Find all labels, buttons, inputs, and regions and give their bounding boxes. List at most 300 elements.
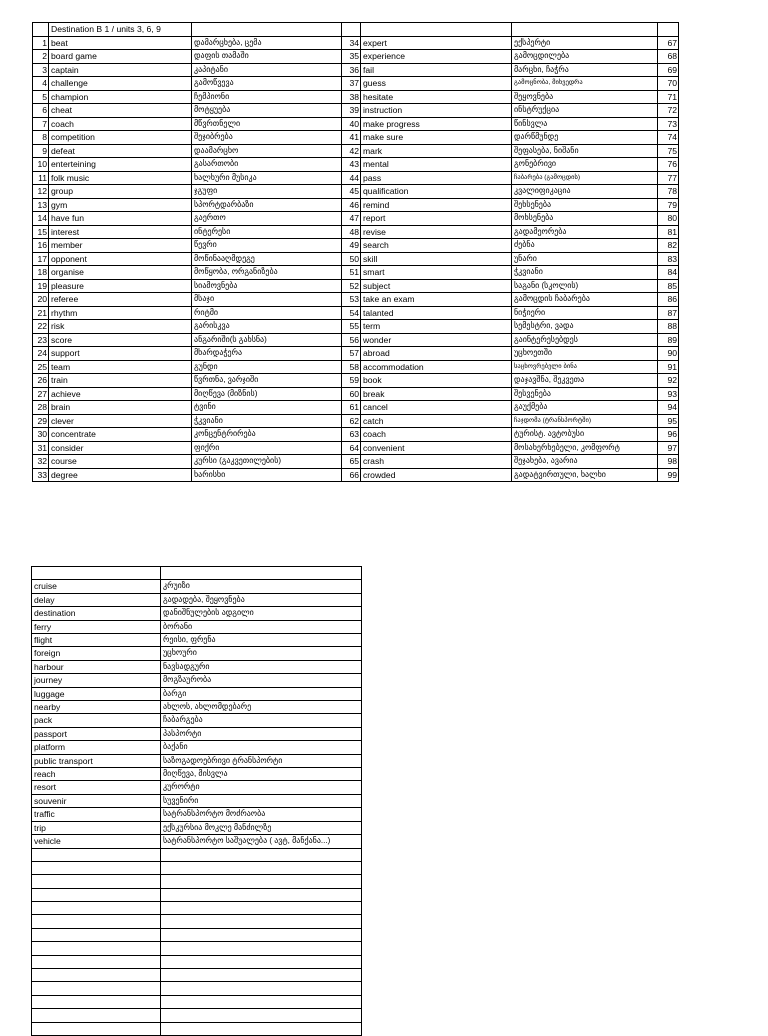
row-number: 15 [33,225,49,239]
row-number: 98 [658,455,679,469]
english-word: achieve [49,387,192,401]
georgian-translation: უცხოეთში [512,347,658,361]
row-number: 68 [658,50,679,64]
georgian-translation [161,1009,362,1022]
row-number: 55 [342,320,361,334]
georgian-translation [161,995,362,1008]
georgian-translation [161,955,362,968]
english-word: accommodation [361,360,512,374]
english-word: coach [49,117,192,131]
table-row [32,969,362,982]
row-number: 4 [33,77,49,91]
table-row [33,333,679,347]
table-row [32,1022,362,1035]
row-number: 80 [658,212,679,226]
row-number: 38 [342,90,361,104]
row-number: 63 [342,428,361,442]
row-number: 60 [342,387,361,401]
row-number: 34 [342,36,361,50]
georgian-translation: ბორანი [161,620,362,633]
georgian-translation: ხარისხი [192,468,342,482]
table-row [32,835,362,848]
english-word: experience [361,50,512,64]
georgian-translation: სატრანსპორტო საშუალება ( ავტ, მანქანა...) [161,835,362,848]
georgian-translation: სუვენირი [161,794,362,807]
row-number: 66 [342,468,361,482]
row-number: 47 [342,212,361,226]
english-word: skill [361,252,512,266]
georgian-translation: გარისკვა [192,320,342,334]
english-word: mental [361,158,512,172]
table-row [32,741,362,754]
row-number: 76 [658,158,679,172]
english-word: fail [361,63,512,77]
table-row [33,77,679,91]
english-word: support [49,347,192,361]
georgian-translation: გასართობი [192,158,342,172]
english-word: wonder [361,333,512,347]
row-number: 16 [33,239,49,253]
georgian-translation: კონცენტრირება [192,428,342,442]
georgian-translation: ხალხური მუსიკა [192,171,342,185]
row-number: 40 [342,117,361,131]
english-word: degree [49,468,192,482]
row-number: 77 [658,171,679,185]
english-word: delay [32,593,161,606]
georgian-translation [161,902,362,915]
row-number: 85 [658,279,679,293]
row-number: 19 [33,279,49,293]
english-word: book [361,374,512,388]
georgian-translation: გონებრივი [512,158,658,172]
row-number: 74 [658,131,679,145]
row-number: 46 [342,198,361,212]
row-number: 82 [658,239,679,253]
georgian-translation: ფიქრი [192,441,342,455]
english-word: pass [361,171,512,185]
row-number: 72 [658,104,679,118]
english-word: expert [361,36,512,50]
english-word [32,1009,161,1022]
english-word [32,915,161,928]
georgian-translation: ექსკურსია მოკლე მანძილზე [161,821,362,834]
row-number: 13 [33,198,49,212]
georgian-translation: წევრი [192,239,342,253]
table-row [33,36,679,50]
row-number: 12 [33,185,49,199]
english-word: rhythm [49,306,192,320]
english-word: member [49,239,192,253]
row-number: 54 [342,306,361,320]
row-number: 93 [658,387,679,401]
georgian-translation [161,942,362,955]
english-word: reach [32,768,161,781]
english-word: make progress [361,117,512,131]
english-word: brain [49,401,192,415]
table-row [33,239,679,253]
georgian-translation: შესვენება [512,387,658,401]
english-word: cheat [49,104,192,118]
row-number: 3 [33,63,49,77]
georgian-translation: რეისი, ფრენა [161,634,362,647]
english-word: team [49,360,192,374]
english-word: course [49,455,192,469]
table-row [32,768,362,781]
table-row [32,821,362,834]
georgian-translation [161,861,362,874]
row-number: 83 [658,252,679,266]
table-row [33,293,679,307]
english-word: guess [361,77,512,91]
georgian-translation: მწვრთნელი [192,117,342,131]
table-row [32,593,362,606]
georgian-translation: ექსპერტი [512,36,658,50]
row-number: 87 [658,306,679,320]
georgian-translation: ჭკვიანი [192,414,342,428]
english-word: qualification [361,185,512,199]
row-number: 53 [342,293,361,307]
english-word: ferry [32,620,161,633]
table-row [33,360,679,374]
table-row [33,441,679,455]
table-row [33,131,679,145]
table-row [32,955,362,968]
georgian-translation: შეფასება, ნიშანი [512,144,658,158]
row-number: 88 [658,320,679,334]
english-word [32,875,161,888]
row-number: 75 [658,144,679,158]
english-word: break [361,387,512,401]
row-number: 10 [33,158,49,172]
georgian-translation [161,982,362,995]
row-number: 92 [658,374,679,388]
georgian-translation: რიტმი [192,306,342,320]
table-row [33,185,679,199]
table-row [33,225,679,239]
georgian-translation: მოტყუება [192,104,342,118]
english-word: organise [49,266,192,280]
row-number: 20 [33,293,49,307]
table-row [32,727,362,740]
english-word [32,861,161,874]
english-word: trip [32,821,161,834]
table-row [32,781,362,794]
table-row [32,580,362,593]
georgian-translation: კრუიზი [161,580,362,593]
georgian-translation: მოხსენება [512,212,658,226]
english-word: gym [49,198,192,212]
english-word: report [361,212,512,226]
row-number: 41 [342,131,361,145]
english-word: talanted [361,306,512,320]
english-word: consider [49,441,192,455]
table-row [32,888,362,901]
table-row [32,647,362,660]
georgian-translation: დაჯავშნა, შეკვეთა [512,374,658,388]
row-number: 22 [33,320,49,334]
georgian-translation: მიღწევა (მიზნის) [192,387,342,401]
georgian-translation: მოწყობა, ორგანიზება [192,266,342,280]
georgian-translation: ნავსადგური [161,660,362,673]
english-word: group [49,185,192,199]
english-word: take an exam [361,293,512,307]
row-number: 56 [342,333,361,347]
georgian-translation: კურორტი [161,781,362,794]
table-row [33,266,679,280]
georgian-translation: მოგზაურობა [161,674,362,687]
georgian-translation: დარწმუნდე [512,131,658,145]
english-word: referee [49,293,192,307]
table-row [33,252,679,266]
georgian-translation: დამარცხება, ცემა [192,36,342,50]
row-number: 90 [658,347,679,361]
english-word: convenient [361,441,512,455]
georgian-translation: შეყოვნება [512,90,658,104]
row-number: 57 [342,347,361,361]
table-row [32,1009,362,1022]
english-word: enterteining [49,158,192,172]
row-number: 7 [33,117,49,131]
english-word: captain [49,63,192,77]
english-word: board game [49,50,192,64]
georgian-translation [161,875,362,888]
english-word: crash [361,455,512,469]
english-word [32,942,161,955]
row-number: 84 [658,266,679,280]
table-row [33,468,679,482]
english-word: resort [32,781,161,794]
georgian-translation: ჭკვიანი [512,266,658,280]
english-word: pack [32,714,161,727]
georgian-translation: სატრანსპორტო მოძრაობა [161,808,362,821]
table-row [32,915,362,928]
english-word: defeat [49,144,192,158]
row-number: 69 [658,63,679,77]
table-row [33,198,679,212]
georgian-translation: ჩაბარგება [161,714,362,727]
english-word [32,848,161,861]
table-row [32,902,362,915]
georgian-translation: გადადება, შეყოვნება [161,593,362,606]
georgian-translation [161,969,362,982]
georgian-translation [161,928,362,941]
english-word: champion [49,90,192,104]
georgian-translation: ახლოს, ახლომდებარე [161,701,362,714]
georgian-translation: ანგარიში(ს გახსნა) [192,333,342,347]
row-number: 49 [342,239,361,253]
row-number: 96 [658,428,679,442]
english-word: journey [32,674,161,687]
table-row [33,428,679,442]
english-word [32,888,161,901]
english-word: luggage [32,687,161,700]
table-row [33,63,679,77]
english-word: opponent [49,252,192,266]
georgian-translation: მსაჯი [192,293,342,307]
row-number: 79 [658,198,679,212]
georgian-translation: ტურისტ. ავტობუსი [512,428,658,442]
row-number: 27 [33,387,49,401]
georgian-translation: შეჯახება, ავარია [512,455,658,469]
table-row [32,607,362,620]
english-word: subject [361,279,512,293]
english-word [32,995,161,1008]
table-header-row [32,567,362,580]
georgian-translation: გამოწვევა [192,77,342,91]
english-word: search [361,239,512,253]
georgian-translation: გადატვირთული, ხალხი [512,468,658,482]
georgian-translation: გაუქმება [512,401,658,415]
row-number: 89 [658,333,679,347]
georgian-translation: ჩაბარება (გამოცდის) [512,171,658,185]
row-number: 97 [658,441,679,455]
english-word [32,969,161,982]
row-number: 21 [33,306,49,320]
table-row [32,794,362,807]
english-word [32,982,161,995]
english-word: public transport [32,754,161,767]
table-row [32,982,362,995]
georgian-translation: გადამეორება [512,225,658,239]
row-number: 39 [342,104,361,118]
english-word [32,1022,161,1035]
georgian-translation: წვრთნა, ვარჯიში [192,374,342,388]
table-row [33,374,679,388]
english-word: clever [49,414,192,428]
georgian-translation: ბაქანი [161,741,362,754]
georgian-translation: უცხოური [161,647,362,660]
table-row [32,701,362,714]
row-number: 42 [342,144,361,158]
georgian-translation: უნარი [512,252,658,266]
row-number: 24 [33,347,49,361]
georgian-translation: მოწინააღმდეგე [192,252,342,266]
row-number: 31 [33,441,49,455]
row-number: 81 [658,225,679,239]
georgian-translation: დაფის თამაში [192,50,342,64]
english-word: flight [32,634,161,647]
english-word: crowded [361,468,512,482]
georgian-translation: სიამოვნება [192,279,342,293]
row-number: 18 [33,266,49,280]
row-number: 86 [658,293,679,307]
row-number: 67 [658,36,679,50]
georgian-translation: გაინტერესებდეს [512,333,658,347]
georgian-translation: ძებნა [512,239,658,253]
table-row [32,687,362,700]
table-row [33,171,679,185]
row-number: 1 [33,36,49,50]
english-word: have fun [49,212,192,226]
row-number: 52 [342,279,361,293]
row-number: 43 [342,158,361,172]
english-word: nearby [32,701,161,714]
english-word: souvenir [32,794,161,807]
table-row [33,455,679,469]
georgian-translation: მიღწევა, მისვლა [161,768,362,781]
row-number: 17 [33,252,49,266]
english-word: mark [361,144,512,158]
georgian-translation [161,848,362,861]
georgian-translation: კაპიტანი [192,63,342,77]
english-word: hesitate [361,90,512,104]
english-word: pleasure [49,279,192,293]
table-row [33,306,679,320]
row-number: 51 [342,266,361,280]
table-row [33,104,679,118]
english-word [32,902,161,915]
georgian-translation [161,915,362,928]
row-number: 44 [342,171,361,185]
georgian-translation: დანიშნულების ადგილი [161,607,362,620]
english-word: traffic [32,808,161,821]
vocab-table [32,22,679,482]
table-row [32,848,362,861]
english-word: smart [361,266,512,280]
english-word: instruction [361,104,512,118]
english-word: catch [361,414,512,428]
english-word: cruise [32,580,161,593]
row-number: 71 [658,90,679,104]
english-word: train [49,374,192,388]
georgian-translation: წინსვლა [512,117,658,131]
georgian-translation [161,1022,362,1035]
english-word: term [361,320,512,334]
english-word: destination [32,607,161,620]
row-number: 32 [33,455,49,469]
table-row [32,808,362,821]
georgian-translation: დაამარცხო [192,144,342,158]
row-number: 36 [342,63,361,77]
row-number: 6 [33,104,49,118]
georgian-translation: ჩაჯდომა (ტრანსპორტში) [512,414,658,428]
georgian-translation: ბარგი [161,687,362,700]
table-row [32,660,362,673]
georgian-translation: ტვინი [192,401,342,415]
table-row [32,674,362,687]
georgian-translation: ჩემპიონი [192,90,342,104]
row-number: 14 [33,212,49,226]
georgian-translation: საგანი (სკოლის) [512,279,658,293]
english-word: competition [49,131,192,145]
table-row [33,212,679,226]
table-row [32,942,362,955]
georgian-translation: ინსტრუქცია [512,104,658,118]
georgian-translation: სპორტდარბაზი [192,198,342,212]
georgian-translation: მარცხი, ჩაჭრა [512,63,658,77]
table-row [32,634,362,647]
row-number: 95 [658,414,679,428]
english-word: abroad [361,347,512,361]
row-number: 65 [342,455,361,469]
row-number: 23 [33,333,49,347]
table-row [32,928,362,941]
row-number: 70 [658,77,679,91]
georgian-translation: პასპორტი [161,727,362,740]
georgian-translation: ინტერესი [192,225,342,239]
table-header-row [33,23,679,37]
georgian-translation: გამოცნობა, მიხვედრა [512,77,658,91]
table-row [32,714,362,727]
row-number: 48 [342,225,361,239]
english-word: risk [49,320,192,334]
row-number: 5 [33,90,49,104]
georgian-translation: ნიჭიერი [512,306,658,320]
georgian-translation: ჯგუფი [192,185,342,199]
english-word: revise [361,225,512,239]
georgian-translation: გამოცდის ჩაბარება [512,293,658,307]
english-word: platform [32,741,161,754]
